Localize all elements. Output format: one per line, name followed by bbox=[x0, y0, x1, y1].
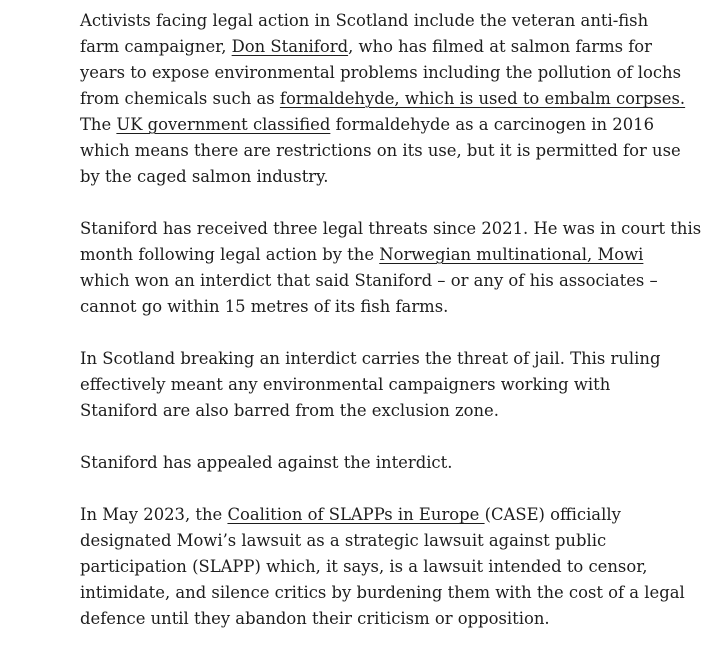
link-uk-government-classified[interactable]: UK government classified bbox=[116, 115, 331, 134]
text-segment: from chemicals such as bbox=[80, 89, 280, 108]
article-body bbox=[80, 8, 702, 632]
text-segment: formaldehyde as a carcinogen in 2016 bbox=[330, 115, 655, 134]
link-norwegian-multinational-mowi[interactable]: Norwegian multinational, Mowi bbox=[379, 245, 644, 264]
paragraph-appeal bbox=[80, 450, 680, 476]
text-line: Activists facing legal action in Scotland include the veteran anti-fish bbox=[80, 11, 649, 30]
text-line bbox=[80, 242, 680, 268]
link-coalition-of-slapps-in-europe[interactable]: Coalition of SLAPPs in Europe bbox=[227, 505, 485, 524]
text-line: defence until they abandon their criticism or opposition. bbox=[80, 609, 550, 628]
link-don-staniford[interactable]: Don Staniford bbox=[231, 37, 349, 56]
text-segment: In May 2023, the bbox=[80, 505, 228, 524]
text-line: by the caged salmon industry. bbox=[80, 167, 329, 186]
text-line: years to expose environmental problems including the pollution of lochs bbox=[80, 63, 681, 82]
text-segment: (CASE) officially bbox=[484, 505, 621, 524]
text-line: effectively meant any environmental campaigners working with bbox=[80, 375, 611, 394]
link-formaldehyde[interactable]: formaldehyde, which is used to embalm corpses. bbox=[279, 89, 686, 108]
text-line: designated Mowi’s lawsuit as a strategic lawsuit against public bbox=[80, 531, 607, 550]
text-line bbox=[80, 86, 686, 112]
text-segment: farm campaigner, bbox=[80, 37, 232, 56]
paragraph-interdict bbox=[80, 346, 680, 424]
text-line: Staniford are also barred from the exclusion zone. bbox=[80, 401, 499, 420]
text-line: which won an interdict that said Staniford – or any of his associates – bbox=[80, 271, 658, 290]
paragraph-activists bbox=[80, 8, 686, 190]
text-segment: month following legal action by the bbox=[80, 245, 380, 264]
paragraph-slapp bbox=[80, 502, 685, 632]
text-line bbox=[80, 34, 680, 60]
text-line: intimidate, and silence critics by burdening them with the cost of a legal bbox=[80, 583, 685, 602]
paragraph-legal-threats bbox=[80, 216, 702, 320]
text-line: which means there are restrictions on its use, but it is permitted for use bbox=[80, 141, 681, 160]
text-line: participation (SLAPP) which, it says, is a lawsuit intended to censor, bbox=[80, 557, 648, 576]
text-line bbox=[80, 112, 680, 138]
text-line: cannot go within 15 metres of its fish farms. bbox=[80, 297, 449, 316]
text-line bbox=[80, 502, 680, 528]
text-line: Staniford has received three legal threats since 2021. He was in court this bbox=[80, 219, 702, 238]
text-segment: The bbox=[80, 115, 117, 134]
text-segment: , who has filmed at salmon farms for bbox=[348, 37, 653, 56]
text-line: In Scotland breaking an interdict carries the threat of jail. This ruling bbox=[80, 349, 661, 368]
text-line: Staniford has appealed against the interdict. bbox=[80, 453, 453, 472]
